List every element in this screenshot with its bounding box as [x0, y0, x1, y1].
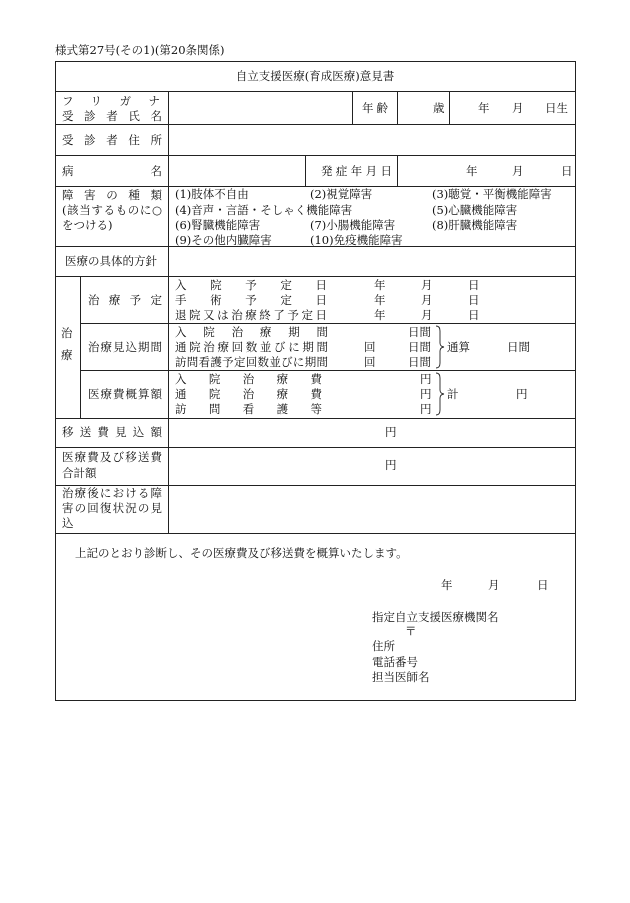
table-rule — [55, 447, 575, 448]
duration-row-label: 通院治療回数並びに期間 — [175, 340, 331, 354]
table-rule — [80, 323, 575, 324]
patient-name-label: 受診者氏名 — [62, 109, 173, 123]
onset-day-unit: 日 — [561, 164, 573, 178]
recovery-outlook-label-line: 込 — [62, 516, 74, 530]
total-cost-label-line: 医療費及び移送費 — [62, 450, 164, 464]
schedule-row-label: 入院予定日 — [175, 278, 351, 292]
yen-unit: 円 — [420, 387, 432, 401]
duration-total-label: 通算 — [447, 340, 470, 354]
age-label: 年齢 — [362, 101, 391, 115]
cost-row-label: 訪問看護等 — [175, 402, 345, 416]
patient-name-field — [169, 92, 351, 123]
patient-address-field — [169, 125, 574, 154]
institution-address-label: 住所 — [372, 639, 395, 653]
treatment-section-label: 療 — [61, 348, 73, 362]
cost-total-label: 計 — [447, 387, 459, 401]
birth-year-unit: 年 — [478, 101, 490, 115]
form-number: 様式第27号(その1)(第20条関係) — [55, 43, 225, 57]
treatment-policy-label: 医療の具体的方針 — [65, 254, 157, 268]
disease-name-label: 病名 — [62, 164, 239, 178]
month-unit: 月 — [421, 308, 433, 322]
table-rule — [55, 533, 575, 534]
schedule-row-label: 手術予定日 — [175, 293, 351, 307]
institution-name-label: 指定自立支援医療機関名 — [372, 610, 499, 624]
month-unit: 月 — [421, 278, 433, 292]
count-unit: 回 — [364, 340, 376, 354]
table-rule — [397, 155, 398, 186]
disability-type-label: 障害の種類 — [62, 188, 173, 202]
right-brace-icon — [435, 372, 445, 416]
table-rule — [55, 418, 575, 419]
day-unit: 日 — [468, 293, 480, 307]
table-rule — [305, 155, 306, 186]
disability-option: (2)視覚障害 — [310, 187, 373, 201]
table-rule — [55, 276, 575, 277]
cost-total-unit: 円 — [516, 387, 528, 401]
birth-day-unit: 日生 — [545, 101, 568, 115]
schedule-row-label: 退院又は治療終了予定日 — [175, 308, 330, 322]
duration-total-unit: 日間 — [507, 340, 530, 354]
declaration-month-unit: 月 — [488, 578, 500, 592]
table-rule — [449, 91, 450, 124]
transport-cost-label: 移送費見込額 — [62, 425, 169, 439]
year-unit: 年 — [374, 293, 386, 307]
disease-name-field — [169, 156, 304, 185]
total-cost-label-line: 合計額 — [62, 466, 97, 480]
disability-option: (5)心臓機能障害 — [432, 203, 518, 217]
furigana-label: フリガナ — [62, 94, 178, 108]
cost-row-label: 通院治療費 — [175, 387, 345, 401]
year-unit: 年 — [374, 308, 386, 322]
yen-unit: 円 — [420, 402, 432, 416]
duration-row-label: 訪問看護予定回数並びに期間 — [175, 355, 329, 369]
day-unit: 日 — [468, 278, 480, 292]
onset-date-label: 発症年月日 — [321, 164, 396, 178]
month-unit: 月 — [421, 293, 433, 307]
postal-mark: 〒 — [405, 624, 417, 638]
cost-estimate-label: 医療費概算額 — [88, 387, 163, 401]
treatment-policy-field — [169, 247, 574, 275]
table-rule — [80, 370, 575, 371]
attending-doctor-label: 担当医師名 — [372, 670, 430, 684]
treatment-duration-label: 治療見込期間 — [88, 340, 163, 354]
disability-option: (4)音声・言語・そしゃく機能障害 — [175, 203, 353, 217]
disability-option: (3)聴覚・平衡機能障害 — [432, 187, 552, 201]
days-unit: 日間 — [408, 355, 431, 369]
disability-option: (10)免疫機能障害 — [310, 233, 403, 247]
days-unit: 日間 — [408, 340, 431, 354]
table-rule — [80, 276, 81, 418]
disability-option: (9)その他内臓障害 — [175, 233, 272, 247]
recovery-outlook-field — [169, 486, 574, 532]
total-cost-unit: 円 — [385, 458, 397, 472]
recovery-outlook-label-line: 治療後における障 — [62, 486, 164, 500]
yen-unit: 円 — [420, 372, 432, 386]
right-brace-icon — [435, 325, 445, 369]
form-title: 自立支援医療(育成医療)意見書 — [235, 69, 395, 83]
table-rule — [352, 91, 353, 124]
birth-month-unit: 月 — [512, 101, 524, 115]
treatment-section-label: 治 — [61, 326, 73, 340]
disability-option: (7)小腸機能障害 — [310, 218, 396, 232]
day-unit: 日 — [468, 308, 480, 322]
phone-number-label: 電話番号 — [372, 655, 418, 669]
table-rule — [55, 155, 575, 156]
disability-option: (1)肢体不自由 — [175, 187, 249, 201]
cost-row-label: 入院治療費 — [175, 372, 345, 386]
transport-cost-unit: 円 — [385, 425, 397, 439]
declaration-year-unit: 年 — [441, 578, 453, 592]
declaration-day-unit: 日 — [537, 578, 549, 592]
table-rule — [397, 91, 398, 124]
onset-year-unit: 年 — [466, 164, 478, 178]
recovery-outlook-label-line: 害の回復状況の見 — [62, 501, 164, 515]
declaration-statement: 上記のとおり診断し、その医療費及び移送費を概算いたします。 — [75, 546, 408, 560]
count-unit: 回 — [364, 355, 376, 369]
onset-month-unit: 月 — [512, 164, 524, 178]
disability-option: (8)肝臓機能障害 — [432, 218, 518, 232]
disability-note-line: をつける) — [62, 218, 113, 232]
disability-option: (6)腎臓機能障害 — [175, 218, 261, 232]
days-unit: 日間 — [408, 325, 431, 339]
year-unit: 年 — [374, 278, 386, 292]
patient-address-label: 受診者住所 — [62, 133, 173, 147]
duration-row-label: 入院治療期間 — [175, 325, 345, 339]
disability-note-line: (該当するものに○ — [62, 203, 163, 217]
age-unit: 歳 — [433, 101, 445, 115]
treatment-schedule-label: 治療予定 — [88, 293, 172, 307]
